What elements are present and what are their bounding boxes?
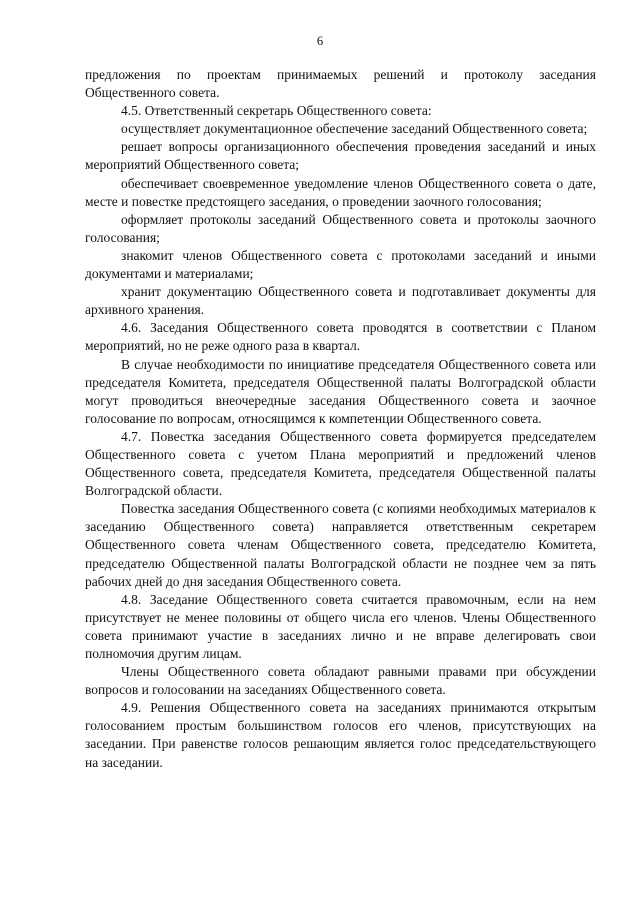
paragraph-agenda-distribution: Повестка заседания Общественного совета (с копиями необходимых материалов к заседанию Общественного совета) направляется ответственным секретарем Общественного совета членам Общественного совета, председателю Комитета, председателю Общественной палаты Волгоградской области не позднее чем за пять рабочих дней до дня заседания Общественного совета. (85, 501, 596, 589)
paragraph-extraordinary-meetings: В случае необходимости по инициативе председателя Общественного совета или председателя Комитета, председателя Общественной палаты Волгоградской области могут проводиться внеочередные заседания Общественного совета и заочное голосование по вопросам, относящимся к компетенции Общественного совета. (85, 356, 596, 426)
paragraph-equal-rights: Члены Общественного совета обладают равными правами при обсуждении вопросов и голосовании на заседаниях Общественного совета. (85, 664, 596, 698)
paragraph-4-7: 4.7. Повестка заседания Общественного совета формируется председателем Общественного совета с учетом Плана мероприятий и предложений членов Общественного совета, председателя Комитета, председателя Общественной палаты Волгоградской области. (85, 428, 596, 499)
document-body (85, 66, 596, 772)
paragraph-secretary-duty-4: оформляет протоколы заседаний Общественного совета и протоколы заочного голосования; (85, 211, 596, 245)
page-number: 6 (316, 34, 324, 48)
paragraph-secretary-duty-3: обеспечивает своевременное уведомление членов Общественного совета о дате, месте и повестке предстоящего заседания, о проведении заочного голосования; (85, 175, 596, 209)
paragraph-secretary-duty-1: осуществляет документационное обеспечение заседаний Общественного совета; (121, 121, 588, 137)
paragraph-4-6: 4.6. Заседания Общественного совета проводятся в соответствии с Планом мероприятий, но не реже одного раза в квартал. (85, 320, 596, 354)
paragraph-secretary-duty-6: хранит документацию Общественного совета и подготавливает документы для архивного хранения. (85, 284, 596, 318)
paragraph-continuation: предложения по проектам принимаемых решений и протоколу заседания Общественного совета. (85, 67, 596, 101)
paragraph-4-8: 4.8. Заседание Общественного совета считается правомочным, если на нем присутствует не менее половины от общего числа его членов. Члены Общественного совета принимают участие в заседаниях лично и не вправе делегировать свои полномочия другим лицам. (85, 591, 596, 661)
paragraph-secretary-duty-5: знакомит членов Общественного совета с протоколами заседаний и иными документами и материалами; (85, 247, 596, 282)
paragraph-4-5-heading: 4.5. Ответственный секретарь Общественного совета: (121, 103, 432, 119)
paragraph-4-9: 4.9. Решения Общественного совета на заседаниях принимаются открытым голосованием простым большинством голосов его членов, присутствующих на заседании. При равенстве голосов решающим является голос председательствующего на заседании. (85, 700, 596, 770)
paragraph-secretary-duty-2: решает вопросы организационного обеспечения проведения заседаний и иных мероприятий Общественного совета; (85, 139, 596, 173)
